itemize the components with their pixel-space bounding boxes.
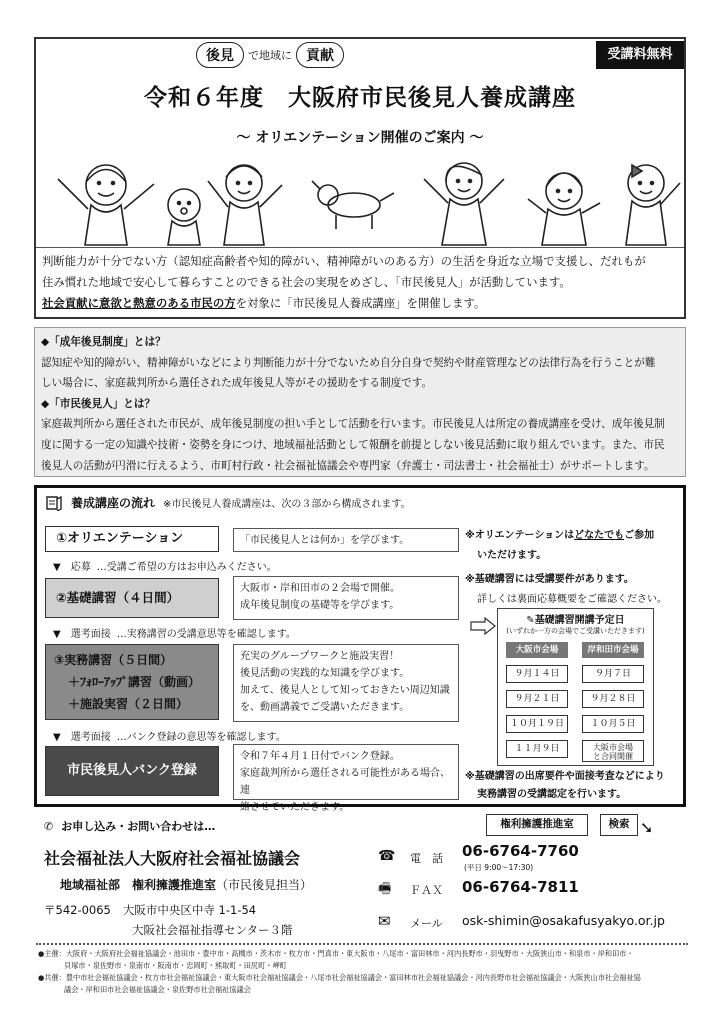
org-name: 社会福祉法人大阪府社会福祉協議会 xyxy=(44,849,301,868)
contact-section xyxy=(40,812,690,942)
step-text: …バンク登録の意思等を確認します。 xyxy=(116,732,286,743)
schedule-date: ９月２１日 xyxy=(506,690,568,708)
header-section xyxy=(34,37,686,319)
note-text: ※基礎講習の出席要件や面接考査などにより xyxy=(465,771,665,782)
search-box[interactable]: 権利擁護推進室 xyxy=(486,814,588,836)
fax-label: ＦＡＸ xyxy=(410,884,443,897)
intro-paragraph xyxy=(42,251,680,314)
department xyxy=(60,876,312,893)
definition-text: 認知症や知的障がい、精神障がいなどにより判断能力が十分でないため自分自身で契約や財産管理などの法律行為を行うことが難 xyxy=(41,356,656,369)
intro-emphasis: 社会貢献に意欲と熱意のある市民の方 xyxy=(42,296,236,310)
stage-desc-text: 家庭裁判所から選任される可能性がある場合、連 xyxy=(240,768,450,796)
schedule-column-kishiwada xyxy=(582,642,644,762)
schedule-date: ９月１４日 xyxy=(506,665,568,683)
stage-desc-text: 「市民後見人とは何か」を学びます。 xyxy=(240,535,410,546)
book-icon xyxy=(45,495,63,511)
schedule-date: １１月９日 xyxy=(506,740,568,758)
definition-text: 度に関する一定の知識や技術・姿勢を身につけ、地域福祉活動として報酬を前提としない後見活動に取り組んでいます。また、市民 xyxy=(41,438,665,451)
schedule-joint-text: 大阪市会場 xyxy=(593,743,633,752)
stage-bank-registration: 市民後見人バンク登録 xyxy=(45,746,219,796)
note-text: 実務講習の受講認定を行います。 xyxy=(477,789,627,800)
definition-heading-citizen-guardian: ◆「市民後見人」とは？ xyxy=(41,397,156,410)
schedule-joint-note xyxy=(582,740,644,762)
fax-icon: 🖷 xyxy=(378,881,392,897)
stage-practical-course xyxy=(45,644,219,720)
page-title: 令和６年度 大阪府市民後見人養成講座 xyxy=(144,85,576,111)
stage-desc-text: 令和７年４月１日付でバンク登録。 xyxy=(240,751,400,762)
postal-code: 〒542-0065 xyxy=(44,903,111,917)
search-button-label: 検索 xyxy=(608,818,630,830)
pencil-icon: ✎ xyxy=(526,615,535,626)
step-text: …実務講習の受講意思等を確認します。 xyxy=(116,629,296,640)
flow-header xyxy=(45,494,411,511)
definition-text: 後見人の活動が円滑に行えるよう、市町村行政・社会福祉協議会や専門家（弁護士・司法書士・社会福祉士）がサポートします。 xyxy=(41,459,655,472)
phone-row xyxy=(378,842,678,872)
slogan-middle: で地域に xyxy=(248,49,292,62)
schedule-date: １０月５日 xyxy=(582,715,644,733)
schedule-subtitle: (いずれか一方の会場でご受講いただきます) xyxy=(506,627,645,635)
footer-divider xyxy=(36,943,688,945)
note-orientation xyxy=(465,526,667,546)
down-triangle-icon: ▼ xyxy=(53,562,61,573)
step-text: …受講ご希望の方はお申込みください。 xyxy=(96,562,277,573)
address xyxy=(44,900,293,940)
stage3-sub: ＋ﾌｫﾛｰｱｯﾌﾟ講習（動画） xyxy=(68,675,201,689)
department-name: 地域福祉部 権利擁護推進室 xyxy=(60,878,217,892)
step-label: 選考面接 xyxy=(70,732,111,743)
flow-title: 養成講座の流れ xyxy=(71,496,156,510)
stage-bank-desc xyxy=(233,744,459,813)
slogan xyxy=(196,42,344,68)
sponsor-line: ●主催：大阪府・大阪府社会福祉協議会・池田市・豊中市・高槻市・茨木市・枚方市・門真市・東大阪市・八尾市・富田林市・河内長野市・羽曳野市・大阪狭山市・和泉市・岸和田市・ xyxy=(38,949,634,958)
note-text: ご参加 xyxy=(624,530,655,541)
intro-line xyxy=(42,293,680,314)
sponsor-line: 貝塚市・泉佐野市・泉南市・阪南市・忠岡町・熊取町・田尻町・岬町 xyxy=(64,961,287,970)
intro-line: 判断能力が十分でない方（認知症高齢者や知的障がい、精神障がいのある方）の生活を身近な立場で支援し、だれもが xyxy=(42,254,646,268)
free-badge: 受講料無料 xyxy=(596,41,684,69)
note-text: いただけます。 xyxy=(477,550,547,561)
definition-text: 家庭裁判所から選任された市民が、成年後見制度の担い手として活動を行います。市民後見人は所定の養成講座を受け、成年後見制 xyxy=(41,418,665,431)
slogan-pill-kouken: 後見 xyxy=(196,42,244,68)
stage-orientation: ①オリエンテーション xyxy=(45,526,219,552)
intro-divider xyxy=(36,247,684,248)
note-requirements: ※基礎講習には受講要件があります。 xyxy=(465,574,634,585)
footer xyxy=(38,948,688,996)
slogan-pill-kouken2: 貢献 xyxy=(296,42,344,68)
arrow-right-icon xyxy=(469,616,497,636)
stage-desc-text: 絡させていただきます。 xyxy=(240,802,350,813)
people-illustration xyxy=(36,147,684,247)
stage-desc-text: 後見活動の実践的な知識を学びます。 xyxy=(240,668,410,679)
stage-desc-text: 大阪市・岸和田市の２会場で開催。 xyxy=(240,583,400,594)
note-certification xyxy=(465,768,665,804)
stage3-sub: ＋施設実習（２日間） xyxy=(68,697,189,711)
schedule-column-osaka xyxy=(506,642,568,758)
note-requirements-sub: 詳しくは裏面応募概要をご確認ください。 xyxy=(477,594,667,605)
definition-text: しい場合に、家庭裁判所から選任された成年後見人等がその援助をする制度です。 xyxy=(41,377,433,390)
mail-address[interactable]: osk-shimin@osakafusyakyo.or.jp xyxy=(462,913,665,928)
schedule-date: ９月７日 xyxy=(582,665,644,683)
tel-number[interactable]: 06-6764-7760 xyxy=(462,842,579,860)
tel-label: 電 話 xyxy=(410,852,443,865)
phone-ring-icon: ✆ xyxy=(44,820,54,833)
stage-basic-desc xyxy=(233,576,459,620)
stage-desc-text: を、動画講義でご受講いただきます。 xyxy=(240,702,410,713)
intro-line-rest: を対象に「市民後見人養成講座」を開催します。 xyxy=(235,296,486,310)
fax-row xyxy=(378,876,678,900)
definitions-section xyxy=(34,327,686,477)
fax-number: 06-6764-7811 xyxy=(462,878,579,896)
definition-heading-guardianship: ◆「成年後見制度」とは？ xyxy=(41,336,166,348)
page-subtitle: ～ オリエンテーション開催のご案内 ～ xyxy=(236,130,484,146)
schedule-head: 岸和田市会場 xyxy=(582,642,644,658)
search-button[interactable] xyxy=(600,814,638,836)
stage-orientation-desc xyxy=(233,528,459,552)
department-note: （市民後見担当） xyxy=(216,878,313,892)
step-apply xyxy=(53,558,277,573)
note-emphasis: どなたでも xyxy=(574,530,625,541)
flow-notes xyxy=(465,526,667,610)
stage-desc-text: 加えて、後見人として知っておきたい周辺知識 xyxy=(240,685,450,696)
schedule-title xyxy=(498,611,653,626)
cosponsor-line: 議会・岸和田市社会福祉協議会・泉佐野市社会福祉協議会 xyxy=(64,985,251,994)
flow-title-note: ※市民後見人養成講座は、次の３部から構成されます。 xyxy=(163,499,411,510)
stage-practical-desc xyxy=(233,644,459,722)
cosponsor-line: ●共催：豊中市社会福祉協議会・枚方市社会福祉協議会・東大阪市社会福祉協議会・八尾市社会福祉協議会・富田林市社会福祉協議会・河内長野市社会福祉協議会・大阪狭山市社会福祉協 xyxy=(38,973,641,982)
address-line: 大阪市中央区中寺 1-1-54 xyxy=(122,903,257,917)
step-interview-1 xyxy=(53,625,296,640)
schedule-joint-text: と合同開催 xyxy=(593,752,633,761)
contact-lead-text: お申し込み・お問い合わせは… xyxy=(61,820,216,833)
mail-icon: ✉ xyxy=(378,912,391,930)
schedule-head: 大阪市会場 xyxy=(506,642,568,658)
step-interview-2 xyxy=(53,728,286,743)
stage-desc-text: 成年後見制度の基礎等を学びます。 xyxy=(240,600,400,611)
down-triangle-icon: ▼ xyxy=(53,629,61,640)
schedule-title-text: 基礎講習開講予定日 xyxy=(534,615,625,626)
note-text: ※オリエンテーションは xyxy=(465,530,575,541)
course-flow-section xyxy=(34,485,686,813)
intro-line: 住み慣れた地域で安心して暮らすことのできる社会の実現をめざし、「市民後見人」が活動しています。 xyxy=(42,275,571,289)
contact-lead xyxy=(44,818,215,834)
stage3-title: ③実務講習（５日間） xyxy=(54,653,173,667)
schedule-date: ９月２８日 xyxy=(582,690,644,708)
address-line: 大阪社会福祉指導センター３階 xyxy=(132,923,293,937)
schedule-date: １０月１９日 xyxy=(506,715,568,733)
schedule-box xyxy=(497,608,654,766)
step-label: 選考面接 xyxy=(70,629,111,640)
mail-row xyxy=(378,912,690,936)
phone-icon: ☎ xyxy=(378,848,396,864)
step-label: 応募 xyxy=(70,562,91,573)
stage-basic-course: ②基礎講習（４日間） xyxy=(45,578,219,618)
stage-desc-text: 充実のグループワークと施設実習！ xyxy=(240,651,400,662)
down-triangle-icon: ▼ xyxy=(53,732,61,743)
cursor-arrow-icon: ➘ xyxy=(640,818,654,837)
tel-hours: (平日 9:00～17:30) xyxy=(464,863,534,872)
mail-label: メール xyxy=(410,917,443,930)
